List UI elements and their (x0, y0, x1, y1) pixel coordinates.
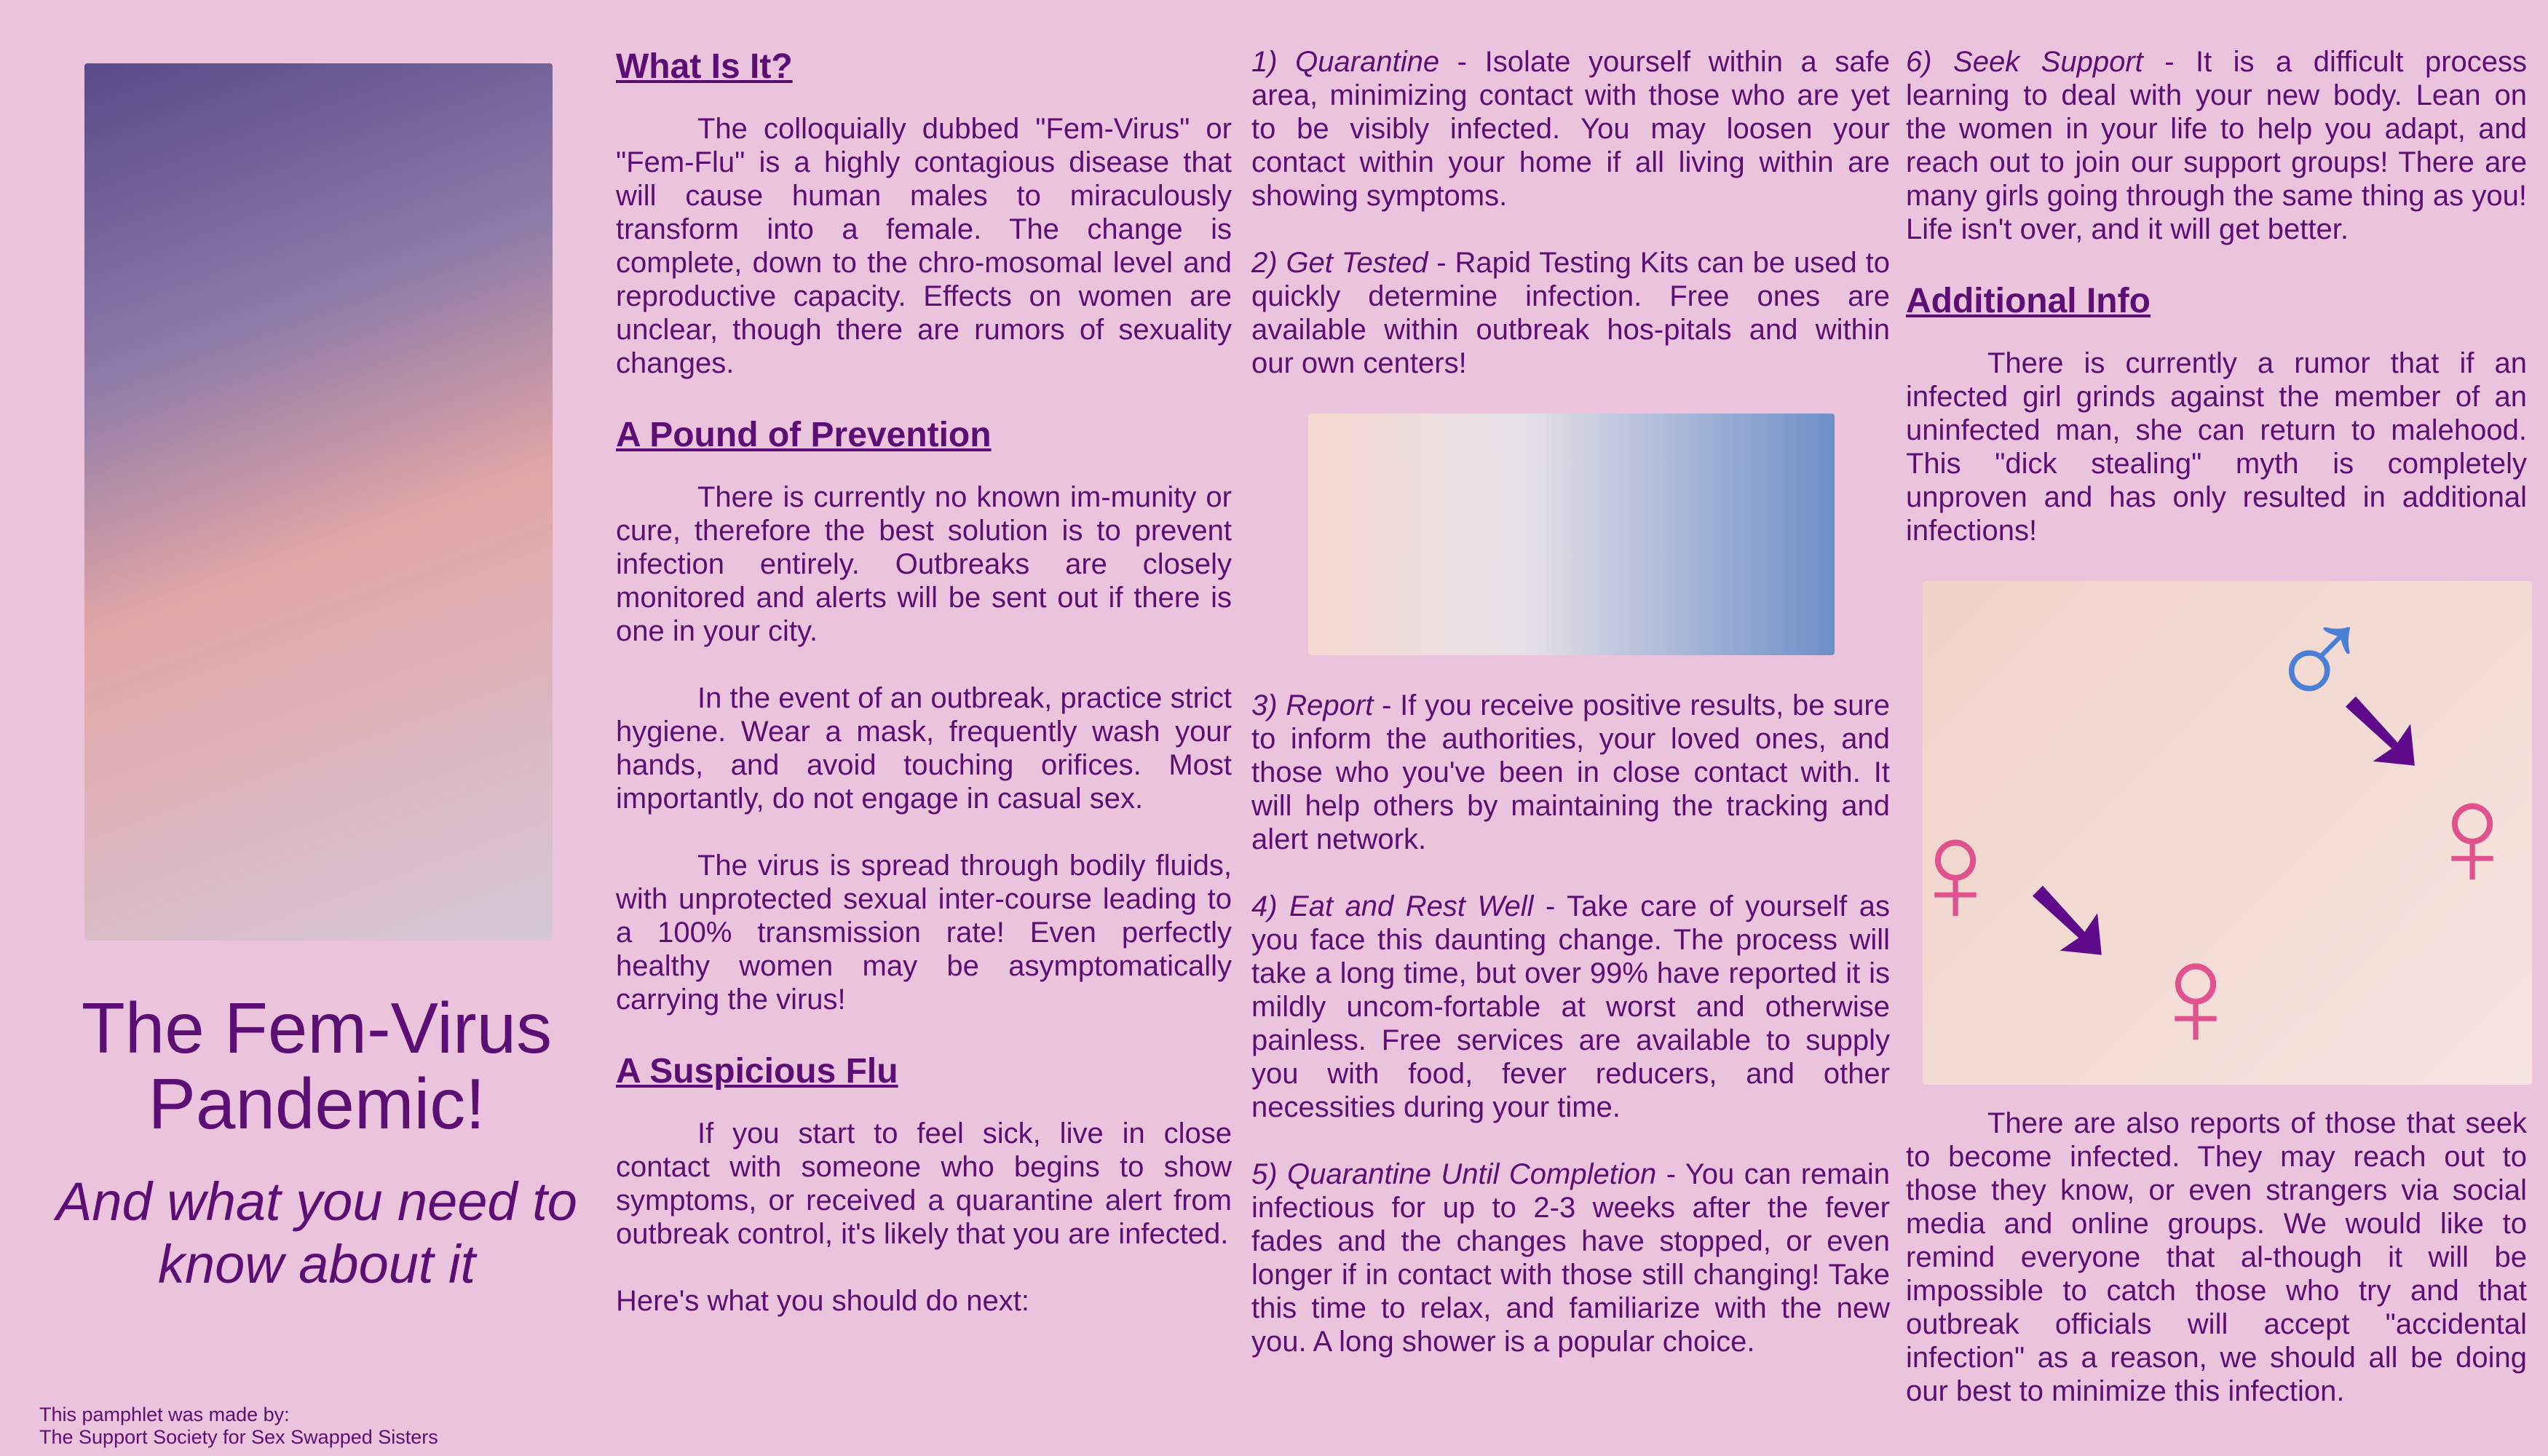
heading-what-is-it: What Is It? (616, 47, 793, 86)
credit-line-2: The Support Society for Sex Swapped Sisters (39, 1426, 438, 1448)
test-kit-illustration-placeholder (1308, 414, 1835, 655)
pamphlet-title: The Fem-Virus Pandemic! (81, 988, 553, 1144)
heading-prevention: A Pound of Prevention (616, 416, 992, 454)
step-3 (1251, 689, 1890, 856)
column-steps (1251, 45, 1890, 1392)
paragraph: The colloquially dubbed "Fem-Virus" or "Fem-Flu" is a highly contagious disease that will cause human males to miraculously transform into a female. The change is complete, down to the chro-mosomal level and reproductive capacity. Effects on women are unclear, though there are rumors of sexuality changes. (616, 113, 1232, 379)
heading-additional-info: Additional Info (1906, 282, 2151, 320)
arrow-icon: ➘ (2330, 661, 2434, 799)
paragraph: There is currently no known im-munity or cure, therefore the best solution is to prevent infection entirely. Outbreaks are closely monitored and alerts will be sent out if there is one in your city. (616, 481, 1232, 647)
step-2 (1251, 246, 1890, 380)
step-lead: 4) Eat and Rest Well (1251, 890, 1534, 922)
heading-suspicious-flu: A Suspicious Flu (616, 1052, 898, 1091)
step-lead: 2) Get Tested (1251, 247, 1428, 279)
cover-illustration-placeholder (84, 63, 553, 941)
female-symbol-icon: ♀ (1901, 791, 2010, 953)
paragraph: If you start to feel sick, live in close contact with someone who begins to show symptoms, or received a quarantine alert from outbreak control, it's likely that you are infected. (616, 1117, 1232, 1250)
male-symbol-icon: ♂ (2265, 572, 2374, 735)
female-symbol-icon: ♀ (2141, 914, 2250, 1077)
step-text: - Take care of yourself as you face this daunting change. The process will take a long time, but over 99% have reported it is mildly uncom-fortable at worst and otherwise painless. Free services are available to supply you with food, fever reducers, and other necessities during your time. (1251, 890, 1891, 1123)
paragraph: There is currently a rumor that if an infected girl grinds against the member of an uninfected man, she can return to malehood. This "dick stealing" myth is completely unproven and has only resulted in additional infections! (1906, 347, 2527, 547)
cover-text (22, 990, 612, 1449)
step-4 (1251, 890, 1890, 1124)
step-lead: 5) Quarantine Until Completion (1251, 1158, 1657, 1190)
paragraph: The virus is spread through bodily fluids, with unprotected sexual inter-course leading to a 100% transmission rate! Even perfectly healthy women may be asymptomatically carrying the virus! (616, 850, 1232, 1016)
step-6 (1906, 45, 2527, 246)
step-1 (1251, 45, 1890, 213)
step-text: - If you receive positive results, be sure to inform the authorities, your loved ones, and those who you've been in close contact with. It will help others by maintaining the tracking and alert network. (1251, 689, 1890, 855)
arrow-icon: ➘ (2017, 850, 2121, 989)
step-5 (1251, 1158, 1890, 1358)
step-text: - Isolate yourself within a safe area, minimizing contact with those who are yet to be visibly infected. You may loosen your contact within your home if all living within are showing symptoms. (1251, 46, 1890, 212)
step-text: - You can remain infectious for up to 2-3 weeks after the fever fades and the changes have stopped, or even longer if in contact with those still changing! Take this time to relax, and familiarize with the new you. A long shower is a popular choice. (1251, 1158, 1890, 1358)
step-lead: 1) Quarantine (1251, 46, 1440, 78)
step-text: - Rapid Testing Kits can be used to quickly determine infection. Free ones are available within outbreak hos-pitals and within our own centers! (1251, 247, 1890, 379)
column-support (1901, 45, 2527, 1441)
credit (22, 1404, 612, 1449)
step-text: - It is a difficult process learning to deal with your new body. Lean on the women in your life to help you adapt, and reach out to join our support groups! There are many girls going through the same thing as you! Life isn't over, and it will get better. (1906, 46, 2527, 245)
pamphlet-subtitle: And what you need to know about it (56, 1171, 577, 1294)
paragraph: Here's what you should do next: (616, 1285, 1029, 1317)
column-what-is-it (616, 45, 1232, 1351)
credit-line-1: This pamphlet was made by: (39, 1404, 290, 1425)
paragraph: In the event of an outbreak, practice strict hygiene. Wear a mask, frequently wash your hands, and avoid touching orifices. Most importantly, do not engage in casual sex. (616, 682, 1232, 815)
paragraph: There are also reports of those that seek to become infected. They may reach out to those they know, or even strangers via social media and online groups. We would like to remind everyone that al-though it will be impossible to catch those who try and that outbreak officials will accept "accidental infection" as a reason, we should all be doing our best to minimize this infection. (1906, 1107, 2527, 1407)
step-lead: 6) Seek Support (1906, 46, 2143, 78)
step-lead: 3) Report (1251, 689, 1374, 721)
female-symbol-icon: ♀ (2418, 754, 2527, 917)
transformation-illustration-placeholder (1901, 572, 2532, 1085)
